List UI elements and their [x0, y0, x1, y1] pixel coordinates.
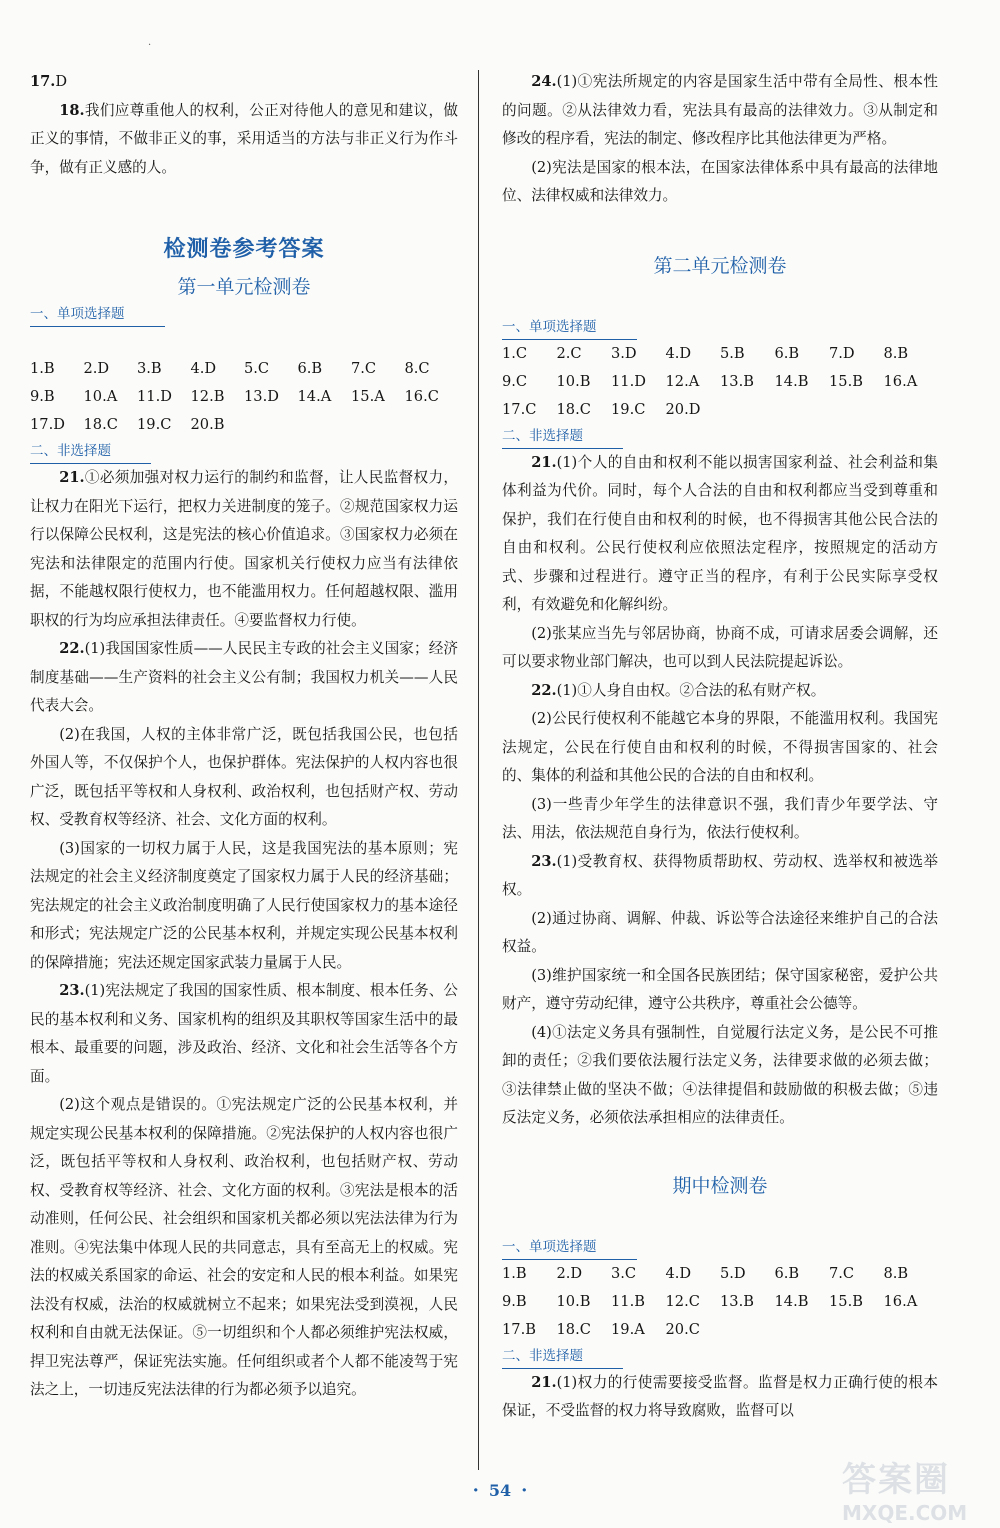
midterm-answer-1: 1.B	[502, 1264, 527, 1282]
unit1-answer-18: 18.C	[83, 416, 118, 433]
unit1-answer-15: 15.A	[351, 388, 385, 405]
section-single-choice: 一、单项选择题	[30, 302, 458, 327]
watermark-site: MXQE.COM	[842, 1501, 968, 1525]
answer-18-left: 18.我们应尊重他人的权利，公正对待他人的意见和建议，做正义的事情，不做非正义的事，采用适当的方法与非正义行为作斗争，做有正义感的人。	[30, 101, 458, 176]
unit1-answer-10: 10.A	[83, 388, 118, 405]
midterm-answer-6: 6.B	[774, 1264, 800, 1282]
midterm-answer-16: 16.A	[883, 1292, 918, 1310]
right-paragraph: (2)通过协商、调解、仲裁、诉讼等合法途径来维护自己的合法权益。	[502, 909, 938, 955]
right-paragraph: (2)张某应当先与邻居协商，协商不成，可请求居委会调解，还可以要求物业部门解决，也可以到人民法院提起诉讼。	[502, 624, 938, 670]
midterm-answer-20: 20.C	[665, 1320, 700, 1338]
unit2-answer-1: 1.C	[502, 344, 528, 362]
left-paragraph: 22.(1)我国国家性质——人民民主专政的社会主义国家；经济制度基础——生产资料的社会主义公有制；我国权力机关——人民代表大会。	[30, 640, 458, 714]
unit2-answer-13: 13.B	[720, 372, 754, 390]
unit2-answer-7: 7.D	[829, 344, 855, 362]
midterm-answer-11: 11.B	[611, 1292, 645, 1310]
right-paragraph: (4)①法定义务具有强制性，自觉履行法定义务，是公民不可推卸的责任；②我们要依法履行法定义务，法律要求做的必须去做；③法律禁止做的坚决不做；④法律提倡和鼓励做的积极去做；⑤违反法定义务，必须依法承担相应的法律责任。	[502, 1023, 938, 1126]
unit1-answer-9: 9.B	[30, 388, 55, 405]
midterm-answer-14: 14.B	[774, 1292, 809, 1310]
unit2-answer-3: 3.D	[611, 344, 637, 362]
scan-mark: ·	[148, 40, 152, 51]
right-paragraph: 21.(1)个人的自由和权利不能以损害国家利益、社会利益和集体利益为代价。同时，每个人合法的自由和权利都应当受到尊重和保护，我们在行使自由和权利的时候，也不得损害其他公民合法的自由和权利。公民行使权利应依照法定程序，按照规定的活动方式、步骤和过程进行。遵守正当的程序，有利于公民实际享受权利，有效避免和化解纠纷。	[502, 453, 938, 613]
unit1-answer-16: 16.C	[404, 388, 439, 405]
right-paragraph: 23.(1)受教育权、获得物质帮助权、劳动权、选举权和被选举权。	[502, 852, 938, 898]
section-single-choice-3: 一、单项选择题	[502, 1235, 938, 1260]
unit1-answer-11: 11.D	[137, 388, 172, 405]
unit1-answer-2: 2.D	[83, 360, 110, 377]
unit1-answer-1: 1.B	[30, 360, 55, 377]
page-number: · 54 ·	[472, 1480, 528, 1501]
midterm-answer-4: 4.D	[665, 1264, 692, 1282]
right-intro	[502, 68, 938, 211]
midterm-answer-19: 19.A	[611, 1320, 645, 1338]
right-paragraphs	[502, 449, 938, 1133]
midterm-answer-18: 18.C	[556, 1320, 591, 1338]
unit2-answer-12: 12.A	[665, 372, 700, 390]
unit2-answer-14: 14.B	[774, 372, 809, 390]
left-paragraph: 21.①必须加强对权力运行的制约和监督，让人民监督权力，让权力在阳光下运行，把权力关进制度的笼子。②规范国家权力运行以保障公民权利，这是宪法的核心价值追求。③国家权力必须在宪法和法律限定的范围内行使。国家机关行使权力应当有法律依据，不能越权限行使权力，也不能滥用权力。任何超越权限、滥用职权的行为均应承担法律责任。④要监督权力行使。	[30, 469, 458, 629]
main-title: 检测卷参考答案	[163, 236, 325, 262]
right-paragraph: (3)一些青少年学生的法律意识不强，我们青少年要学法、守法、用法，依法规范自身行为，依法行使权利。	[502, 795, 938, 841]
answer-17-left: 17.D	[30, 73, 68, 90]
unit1-answer-6: 6.B	[297, 360, 323, 377]
left-paragraph: (3)国家的一切权力属于人民，这是我国宪法的基本原则；宪法规定的社会主义经济制度奠定了国家权力属于人民的经济基础；宪法规定的社会主义政治制度明确了人民行使国家权力的基本途径和形式；宪法规定广泛的公民基本权利，并规定实现公民基本权利的保障措施；宪法还规定国家武装力量属于人民。	[30, 839, 458, 971]
unit1-title: 第一单元检测卷	[177, 276, 311, 298]
right-column	[502, 68, 938, 1426]
unit2-answer-2: 2.C	[556, 344, 582, 362]
unit2-answer-8: 8.B	[883, 344, 909, 362]
unit2-answer-16: 16.A	[883, 372, 918, 390]
section-single-choice-2: 一、单项选择题	[502, 315, 938, 340]
midterm-answer-21: 21.(1)权力的行使需要接受监督。监督是权力正确行使的根本保证，不受监督的权力将导致腐败，监督可以	[502, 1373, 938, 1419]
midterm-answer-9: 9.B	[502, 1292, 527, 1310]
unit1-answer-14: 14.A	[297, 388, 332, 405]
unit1-answer-12: 12.B	[190, 388, 225, 405]
unit2-answer-11: 11.D	[611, 372, 646, 390]
unit1-answer-19: 19.C	[137, 416, 172, 433]
section-non-choice: 二、非选择题	[30, 439, 458, 464]
right-intro-paragraph: (2)宪法是国家的根本法，在国家法律体系中具有最高的法律地位、法律权威和法律效力。	[502, 158, 938, 204]
unit1-answer-7: 7.C	[351, 360, 377, 377]
watermark	[842, 1452, 992, 1525]
midterm-answer-12: 12.C	[665, 1292, 700, 1310]
right-paragraph: 22.(1)①人身自由权。②合法的私有财产权。	[531, 681, 826, 699]
unit2-answer-17: 17.C	[502, 400, 537, 418]
midterm-answer-13: 13.B	[720, 1292, 754, 1310]
left-paragraph: (2)这个观点是错误的。①宪法规定广泛的公民基本权利，并规定实现公民基本权利的保障措施。②宪法保护的人权内容也很广泛，既包括平等权和人身权利、政治权利，也包括财产权、劳动权、受教育权等经济、社会、文化方面的权利。③宪法是根本的活动准则，任何公民、社会组织和国家机关都必须以宪法法律为行为准则。④宪法集中体现人民的共同意志，具有至高无上的权威。宪法的权威关系国家的命运、社会的安定和人民的根本利益。如果宪法没有权威，法治的权威就树立不起来；如果宪法受到漠视，人民权利和自由就无法保证。⑤一切组织和个人都必须维护宪法权威，捍卫宪法尊严，保证宪法实施。任何组织或者个人都不能凌驾于宪法之上，一切违反宪法法律的行为都必须予以追究。	[30, 1096, 458, 1398]
unit2-answer-10: 10.B	[556, 372, 591, 390]
midterm-answer-15: 15.B	[829, 1292, 863, 1310]
unit2-answer-20: 20.D	[665, 400, 701, 418]
watermark-logo: 答案圈	[842, 1460, 950, 1500]
unit2-title: 第二单元检测卷	[653, 254, 787, 277]
unit2-answer-9: 9.C	[502, 372, 528, 390]
unit2-answer-19: 19.C	[611, 400, 646, 418]
answers-grid-unit2	[502, 340, 938, 424]
section-non-choice-3: 二、非选择题	[502, 1344, 938, 1369]
unit2-answer-15: 15.B	[829, 372, 863, 390]
left-paragraph: (2)在我国，人权的主体非常广泛，既包括我国公民，也包括外国人等，不仅保护个人，也保护群体。宪法保护的人权内容也很广泛，既包括平等权和人身权利、政治权利，也包括财产权、劳动权、受教育权等经济、社会、文化方面的权利。	[30, 725, 458, 828]
unit2-answer-6: 6.B	[774, 344, 800, 362]
left-paragraph: 23.(1)宪法规定了我国的国家性质、根本制度、根本任务、公民的基本权利和义务、国家机构的组织及其职权等国家生活中的最根本、最重要的问题，涉及政治、经济、文化和社会生活等各个方面。	[30, 982, 458, 1085]
midterm-title: 期中检测卷	[672, 1174, 768, 1197]
midterm-answer-3: 3.C	[611, 1264, 637, 1282]
unit2-answer-5: 5.B	[720, 344, 745, 362]
midterm-answer-7: 7.C	[829, 1264, 855, 1282]
right-paragraph: (2)公民行使权利不能越它本身的界限，不能滥用权利。我国宪法规定，公民在行使自由和权利的时候，不得损害国家的、社会的、集体的利益和其他公民的合法的自由和权利。	[502, 710, 938, 784]
unit2-answer-4: 4.D	[665, 344, 692, 362]
midterm-answer-5: 5.D	[720, 1264, 746, 1282]
unit2-answer-18: 18.C	[556, 400, 591, 418]
unit1-answer-13: 13.D	[244, 388, 279, 405]
column-divider	[478, 70, 479, 1470]
midterm-answer-8: 8.B	[883, 1264, 909, 1282]
left-paragraphs	[30, 464, 458, 1405]
midterm-answer-17: 17.B	[502, 1320, 536, 1338]
midterm-answer-10: 10.B	[556, 1292, 591, 1310]
section-non-choice-2: 二、非选择题	[502, 424, 938, 449]
unit1-answer-17: 17.D	[30, 416, 65, 433]
unit1-answer-4: 4.D	[190, 360, 217, 377]
unit1-answer-5: 5.C	[244, 360, 270, 377]
unit1-answer-20: 20.B	[190, 416, 225, 433]
right-intro-paragraph: 24.(1)①宪法所规定的内容是国家生活中带有全局性、根本性的问题。②从法律效力看，宪法具有最高的法律效力。③从制定和修改的程序看，宪法的制定、修改程序比其他法律更为严格。	[502, 73, 938, 147]
answers-grid-unit1	[30, 355, 458, 439]
answers-grid-midterm	[502, 1260, 938, 1344]
midterm-answer-2: 2.D	[556, 1264, 583, 1282]
unit1-answer-8: 8.C	[404, 360, 430, 377]
left-column	[30, 68, 458, 1405]
unit1-answer-3: 3.B	[137, 360, 162, 377]
right-paragraph: (3)维护国家统一和全国各民族团结；保守国家秘密，爱护公共财产，遵守劳动纪律，遵守公共秩序，尊重社会公德等。	[502, 966, 938, 1012]
